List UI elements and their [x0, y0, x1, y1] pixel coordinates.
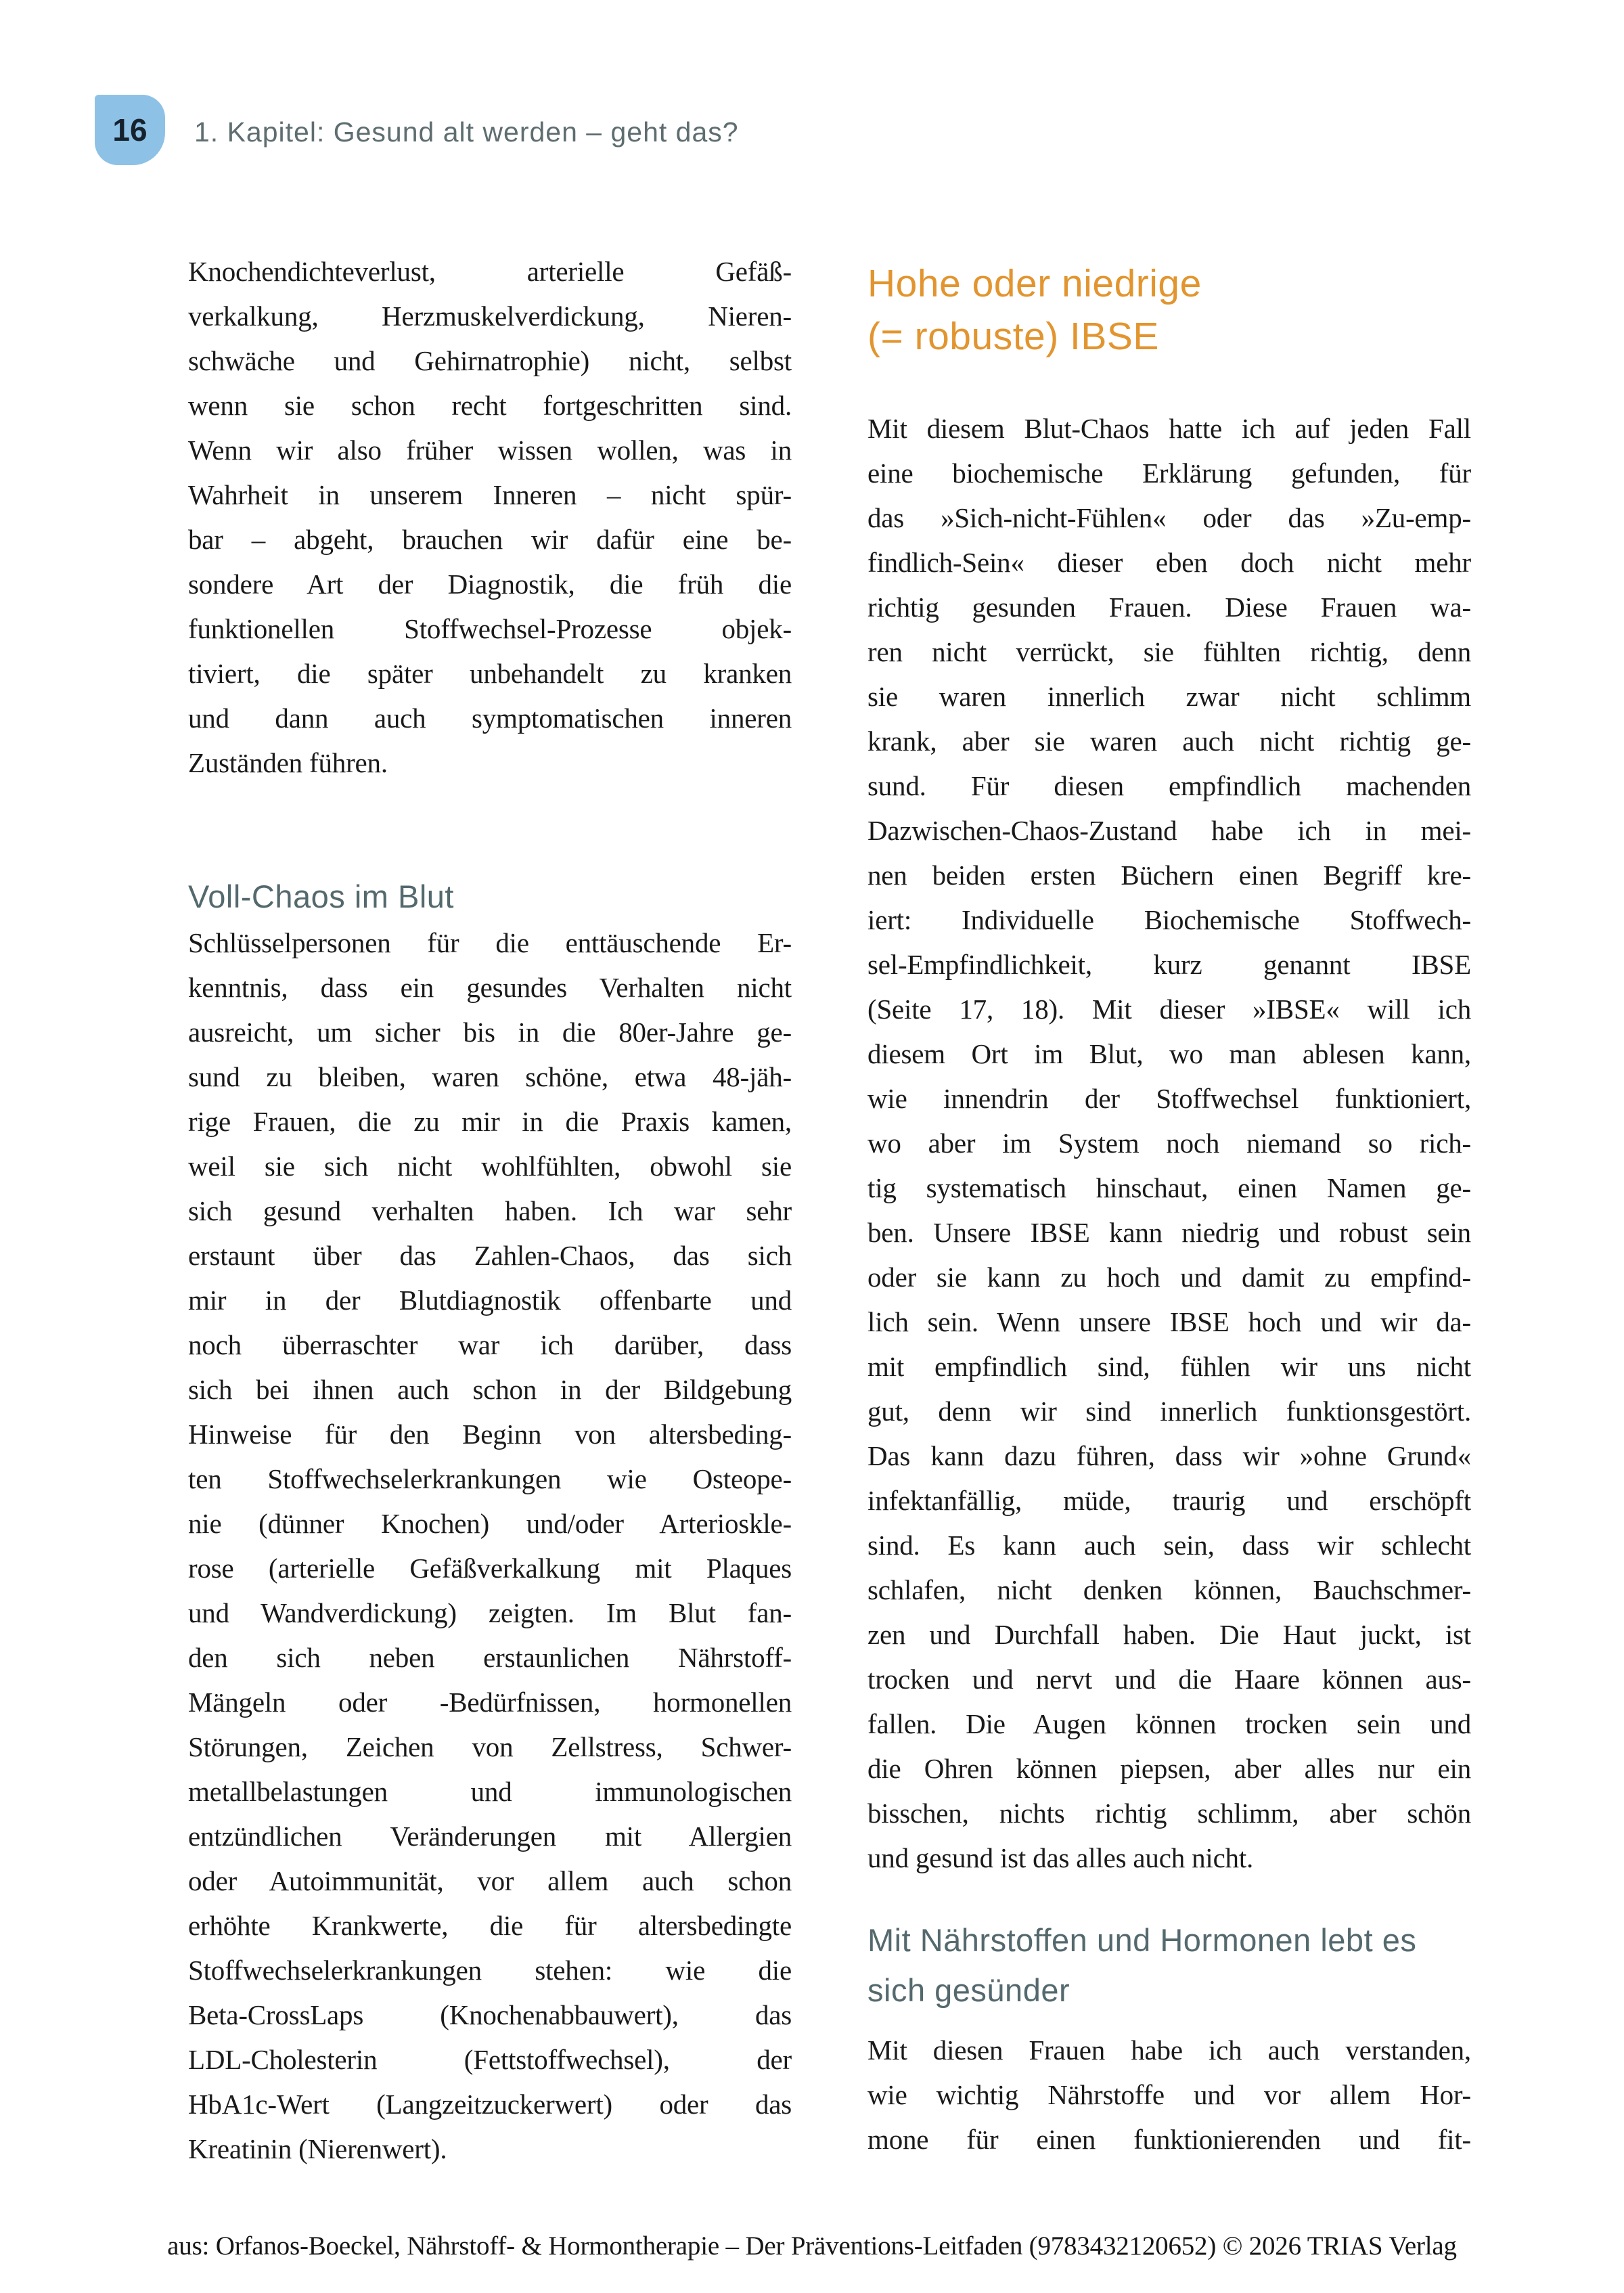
text-line: Beta-CrossLaps (Knochenabbauwert), das — [188, 1999, 792, 2030]
text-line: Das kann dazu führen, dass wir »ohne Grund« — [867, 1440, 1471, 1471]
text-line: ren nicht verrückt, sie fühlten richtig, denn — [867, 636, 1471, 667]
text-line: Mit diesen Frauen habe ich auch verstanden, — [867, 2034, 1471, 2066]
text-line: zen und Durchfall haben. Die Haut juckt, ist — [867, 1619, 1471, 1650]
text-line: sondere Art der Diagnostik, die früh die — [188, 569, 792, 600]
text-line: metallbelastungen und immunologischen — [188, 1776, 792, 1807]
text-line: mir in der Blutdiagnostik offenbarte und — [188, 1285, 792, 1316]
text-line: iert: Individuelle Biochemische Stoffwech- — [867, 904, 1471, 935]
text-line: tig systematisch hinschaut, einen Namen ge- — [867, 1172, 1471, 1203]
text-line: gut, denn wir sind innerlich funktionsgestört. — [867, 1396, 1471, 1427]
text-line: Stoffwechselerkrankungen stehen: wie die — [188, 1955, 792, 1986]
text-line: wo aber im System noch niemand so rich- — [867, 1128, 1471, 1159]
section-heading-naehrstoffe — [867, 1915, 1471, 2016]
text-line: kenntnis, dass ein gesundes Verhalten nicht — [188, 972, 792, 1003]
text-line: Hinweise für den Beginn von altersbeding- — [188, 1419, 792, 1450]
text-line: sel-Empfindlichkeit, kurz genannt IBSE — [867, 949, 1471, 980]
text-line: sund zu bleiben, waren schöne, etwa 48-jäh- — [188, 1061, 792, 1092]
section-heading-ibse-line1: Hohe oder niedrige — [867, 262, 1202, 305]
copyright-footer: aus: Orfanos-Boeckel, Nährstoff- & Hormontherapie – Der Präventions-Leitfaden (9783432120652) © 2026 TRIAS Verlag — [167, 2231, 1457, 2261]
text-line: sund. Für diesen empfindlich machenden — [867, 770, 1471, 801]
text-line: infektanfällig, müde, traurig und erschöpft — [867, 1485, 1471, 1516]
text-line: nen beiden ersten Büchern einen Begriff kre- — [867, 860, 1471, 891]
left-column-paragraph-2 — [188, 920, 792, 2171]
text-line: sind. Es kann auch sein, dass wir schlecht — [867, 1530, 1471, 1561]
text-line: wenn sie schon recht fortgeschritten sind. — [188, 390, 792, 421]
text-line: rose (arterielle Gefäßverkalkung mit Plaques — [188, 1553, 792, 1584]
section-heading-naehrstoffe-line1: Mit Nährstoffen und Hormonen lebt es — [867, 1922, 1417, 1958]
right-column-paragraph-2 — [867, 2028, 1471, 2162]
page-number: 16 — [112, 112, 148, 148]
text-line: HbA1c-Wert (Langzeitzuckerwert) oder das — [188, 2089, 792, 2120]
text-line: oder sie kann zu hoch und damit zu empfind- — [867, 1262, 1471, 1293]
text-line: schwäche und Gehirnatrophie) nicht, selbst — [188, 345, 792, 376]
text-line: Kreatinin (Nierenwert). — [188, 2133, 447, 2164]
text-line: Wenn wir also früher wissen wollen, was in — [188, 435, 792, 466]
text-line: richtig gesunden Frauen. Diese Frauen wa- — [867, 592, 1471, 623]
left-column-paragraph-1 — [188, 249, 792, 785]
text-line: diesem Ort im Blut, wo man ablesen kann, — [867, 1038, 1471, 1069]
text-line: trocken und nervt und die Haare können aus- — [867, 1664, 1471, 1695]
text-line: bisschen, nichts richtig schlimm, aber schön — [867, 1798, 1471, 1829]
text-line: eine biochemische Erklärung gefunden, für — [867, 458, 1471, 489]
section-heading-ibse — [867, 257, 1471, 363]
text-line: tiviert, die später unbehandelt zu kranken — [188, 658, 792, 689]
text-line: sich gesund verhalten haben. Ich war sehr — [188, 1195, 792, 1226]
text-line: Schlüsselpersonen für die enttäuschende Er- — [188, 927, 792, 958]
text-line: findlich-Sein« dieser eben doch nicht mehr — [867, 547, 1471, 578]
text-line: wie wichtig Nährstoffe und vor allem Hor- — [867, 2079, 1471, 2110]
text-line: Mängeln oder -Bedürfnissen, hormonellen — [188, 1687, 792, 1718]
text-line: bar – abgeht, brauchen wir dafür eine be- — [188, 524, 792, 555]
section-heading-text: Voll-Chaos im Blut — [188, 878, 454, 914]
text-line: LDL-Cholesterin (Fettstoffwechsel), der — [188, 2044, 792, 2075]
text-line: den sich neben erstaunlichen Nährstoff- — [188, 1642, 792, 1673]
text-line: sie waren innerlich zwar nicht schlimm — [867, 681, 1471, 712]
page-number-badge — [95, 95, 165, 165]
text-line: Dazwischen-Chaos-Zustand habe ich in mei- — [867, 815, 1471, 846]
text-line: Knochendichteverlust, arterielle Gefäß- — [188, 256, 792, 287]
text-line: fallen. Die Augen können trocken sein und — [867, 1708, 1471, 1739]
text-line: wie innendrin der Stoffwechsel funktioniert, — [867, 1083, 1471, 1114]
text-line: krank, aber sie waren auch nicht richtig ge- — [867, 726, 1471, 757]
section-heading-naehrstoffe-line2: sich gesünder — [867, 1972, 1070, 2008]
text-line: Mit diesem Blut-Chaos hatte ich auf jeden Fall — [867, 413, 1471, 444]
text-line: oder Autoimmunität, vor allem auch schon — [188, 1865, 792, 1896]
text-line: funktionellen Stoffwechsel-Prozesse objek- — [188, 613, 792, 644]
text-line: rige Frauen, die zu mir in die Praxis kamen, — [188, 1106, 792, 1137]
text-line: und dann auch symptomatischen inneren — [188, 703, 792, 734]
text-line: erhöhte Krankwerte, die für altersbedingte — [188, 1910, 792, 1941]
text-line: mone für einen funktionierenden und fit- — [867, 2124, 1471, 2155]
right-column-paragraph-1 — [867, 406, 1471, 1880]
chapter-header: 1. Kapitel: Gesund alt werden – geht das? — [194, 116, 739, 148]
section-heading-ibse-line2: (= robuste) IBSE — [867, 315, 1159, 358]
text-line: sich bei ihnen auch schon in der Bildgebung — [188, 1374, 792, 1405]
text-line: und gesund ist das alles auch nicht. — [867, 1842, 1254, 1873]
text-line: Wahrheit in unserem Inneren – nicht spür- — [188, 479, 792, 510]
text-line: ausreicht, um sicher bis in die 80er-Jahre ge- — [188, 1017, 792, 1048]
text-line: lich sein. Wenn unsere IBSE hoch und wir da- — [867, 1306, 1471, 1337]
text-line: schlafen, nicht denken können, Bauchschmer- — [867, 1574, 1471, 1605]
text-line: weil sie sich nicht wohlfühlten, obwohl sie — [188, 1151, 792, 1182]
text-line: Zuständen führen. — [188, 747, 388, 778]
text-line: verkalkung, Herzmuskelverdickung, Nieren- — [188, 300, 792, 332]
text-line: Störungen, Zeichen von Zellstress, Schwer- — [188, 1731, 792, 1762]
text-line: (Seite 17, 18). Mit dieser »IBSE« will ich — [867, 994, 1471, 1025]
section-heading-voll-chaos — [188, 872, 792, 922]
text-line: die Ohren können piepsen, aber alles nur ein — [867, 1753, 1471, 1784]
text-line: mit empfindlich sind, fühlen wir uns nicht — [867, 1351, 1471, 1382]
text-line: das »Sich-nicht-Fühlen« oder das »Zu-emp- — [867, 502, 1471, 533]
text-line: und Wandverdickung) zeigten. Im Blut fan- — [188, 1597, 792, 1628]
text-line: entzündlichen Veränderungen mit Allergien — [188, 1821, 792, 1852]
text-line: ten Stoffwechselerkrankungen wie Osteope- — [188, 1463, 792, 1494]
text-line: nie (dünner Knochen) und/oder Arterioskle- — [188, 1508, 792, 1539]
text-line: erstaunt über das Zahlen-Chaos, das sich — [188, 1240, 792, 1271]
text-line: noch überraschter war ich darüber, dass — [188, 1329, 792, 1360]
text-line: ben. Unsere IBSE kann niedrig und robust sein — [867, 1217, 1471, 1248]
